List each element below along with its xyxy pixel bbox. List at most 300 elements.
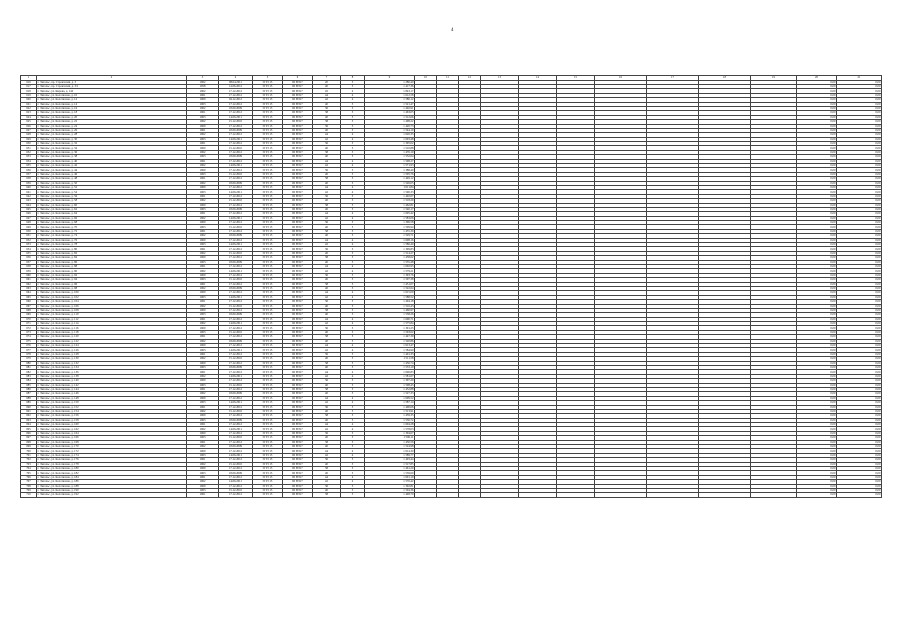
table-cell: 1960 xyxy=(187,124,219,128)
table-cell: 38 xyxy=(313,308,341,312)
table-cell: 628 xyxy=(21,133,37,137)
table-cell: 1961 xyxy=(187,128,219,132)
table-cell: П Т3 15 xyxy=(253,225,283,229)
table-cell: 1962 xyxy=(187,106,219,110)
table-cell: 0,00 xyxy=(837,133,882,137)
table-cell: 1 611,84 xyxy=(365,185,415,189)
table-cell: г. Энгельс, ул. Колотилова, д. 156 xyxy=(37,414,187,418)
table-cell: 4 xyxy=(341,480,365,484)
table-cell: 0,00 xyxy=(797,251,837,255)
table-cell: 0,00 xyxy=(797,146,837,150)
table-cell: П Т3 15 xyxy=(253,392,283,396)
table-cell: 44 xyxy=(313,317,341,321)
table-cell: г. Энгельс, ул. Колотилова, д. 134 xyxy=(37,365,187,369)
table-cell: 1961 xyxy=(187,212,219,216)
table-cell: III ВЭ17 xyxy=(283,212,313,216)
table-cell: П Т3 15 xyxy=(253,207,283,211)
table-cell: г. Энгельс, ул. Колотилова, д. 122 xyxy=(37,339,187,343)
table-cell: 0,00 xyxy=(797,405,837,409)
table-cell: III ВЭ17 xyxy=(283,418,313,422)
column-number-cell: 9 xyxy=(365,76,415,81)
table-cell: 650 xyxy=(21,229,37,233)
table-cell: 3 xyxy=(341,111,365,115)
table-cell: 1962 xyxy=(187,357,219,361)
table-cell: 1 506,11 xyxy=(365,436,415,440)
table-cell: 0,00 xyxy=(837,194,882,198)
table-cell: III ВЭ17 xyxy=(283,229,313,233)
table-cell: 42 xyxy=(313,164,341,168)
table-cell: 671 xyxy=(21,322,37,326)
table-cell: 708 xyxy=(21,484,37,488)
table-cell: П Т3 15 xyxy=(253,466,283,470)
table-cell: 1960 xyxy=(187,185,219,189)
table-cell: 1960 xyxy=(187,449,219,453)
table-cell: 1 581,67 xyxy=(365,374,415,378)
table-cell: 17.12.2012 xyxy=(219,221,253,225)
table-cell: III ВЭ17 xyxy=(283,133,313,137)
table-cell: III ВЭ17 xyxy=(283,106,313,110)
table-cell: III ВЭ17 xyxy=(283,98,313,102)
table-cell: 655 xyxy=(21,251,37,255)
table-cell: 1 397,20 xyxy=(365,379,415,383)
table-cell: г. Энгельс, ул. Колотилова, д. 38 xyxy=(37,155,187,159)
table-cell: 38 xyxy=(313,177,341,181)
table-cell: 3 xyxy=(341,365,365,369)
table-cell: г. Энгельс, ул. Колотилова, д. 42 xyxy=(37,164,187,168)
table-cell: III ВЭ17 xyxy=(283,440,313,444)
table-cell: 17.12.2012 xyxy=(219,335,253,339)
table-cell: III ВЭ17 xyxy=(283,445,313,449)
table-cell: 1960 xyxy=(187,291,219,295)
table-cell: г. Энгельс, ул. Колотилова, д. 110 xyxy=(37,313,187,317)
table-cell: 36 xyxy=(313,300,341,304)
table-cell: 0,00 xyxy=(797,142,837,146)
table-cell: 1963 xyxy=(187,488,219,492)
table-cell: 1 395,02 xyxy=(365,142,415,146)
table-cell: 17.12.2012 xyxy=(219,317,253,321)
table-cell: 0,00 xyxy=(837,458,882,462)
table-cell: 4 xyxy=(341,427,365,431)
table-cell: III ВЭ17 xyxy=(283,260,313,264)
table-cell: 679 xyxy=(21,357,37,361)
table-cell: 0,00 xyxy=(797,488,837,492)
table-cell: 17.12.2012 xyxy=(219,247,253,251)
table-cell: 1962 xyxy=(187,89,219,93)
table-cell: 15.12.2010 xyxy=(219,146,253,150)
table-cell: 40 xyxy=(313,172,341,176)
table-cell: 0,00 xyxy=(837,317,882,321)
table-cell: 1 399,83 xyxy=(365,247,415,251)
table-cell: 3 xyxy=(341,260,365,264)
table-cell: 0,00 xyxy=(797,308,837,312)
table-cell: 0,00 xyxy=(797,339,837,343)
table-cell: 1963 xyxy=(187,260,219,264)
table-cell: г. Энгельс, ул. Колотилова, д. 170 xyxy=(37,445,187,449)
table-cell: г. Энгельс, ул. Колотилова, д. 176 xyxy=(37,458,187,462)
table-cell: 1 459,35 xyxy=(365,414,415,418)
table-cell: 0,00 xyxy=(837,89,882,93)
table-cell: г. Энгельс, ул. Колотилова, д. 44 xyxy=(37,168,187,172)
table-cell: 20 xyxy=(313,80,341,84)
table-cell: г. Энгельс, ул. Колотилова, д. 74 xyxy=(37,234,187,238)
table-cell: III ВЭ17 xyxy=(283,471,313,475)
table-cell: III ВЭ17 xyxy=(283,142,313,146)
table-cell: III ВЭ17 xyxy=(283,273,313,277)
table-cell: 15.12.2010 xyxy=(219,488,253,492)
table-cell: 0,00 xyxy=(837,335,882,339)
table-cell: 1961 xyxy=(187,93,219,97)
table-cell: 651 xyxy=(21,234,37,238)
table-cell: г. Энгельс, ул. Колотилова, д. 22 xyxy=(37,120,187,124)
table-cell: 42 xyxy=(313,427,341,431)
table-cell: 3 xyxy=(341,493,365,497)
table-cell: 4 xyxy=(341,295,365,299)
table-cell: г. Энгельс, ул. Колотилова, д. 166 xyxy=(37,436,187,440)
table-cell: 1 603,48 xyxy=(365,137,415,141)
table-cell: 36 xyxy=(313,326,341,330)
table-cell: 706 xyxy=(21,475,37,479)
table-cell: 17.12.2012 xyxy=(219,344,253,348)
table-cell: г. Энгельс, ул. Колотилова, д. 32 xyxy=(37,142,187,146)
table-cell: 44 xyxy=(313,159,341,163)
table-cell: 0,00 xyxy=(837,137,882,141)
table-cell: 1960 xyxy=(187,361,219,365)
table-cell: 1961 xyxy=(187,493,219,497)
registry-table xyxy=(20,75,882,498)
table-cell: 44 xyxy=(313,291,341,295)
table-cell: 0,00 xyxy=(797,159,837,163)
table-cell: 1962 xyxy=(187,133,219,137)
table-cell: 0,00 xyxy=(837,480,882,484)
table-cell: 17.12.2012 xyxy=(219,431,253,435)
table-cell: 4 xyxy=(341,475,365,479)
table-cell: 40 xyxy=(313,339,341,343)
table-cell: 3 xyxy=(341,221,365,225)
table-cell: 1961 xyxy=(187,423,219,427)
table-cell: 0,00 xyxy=(797,93,837,97)
table-cell: 616 xyxy=(21,80,37,84)
table-cell: 36 xyxy=(313,168,341,172)
table-cell: 0,00 xyxy=(837,251,882,255)
table-cell: 0,00 xyxy=(837,365,882,369)
table-cell: г. Энгельс, ул. Колотилова, д. 60 xyxy=(37,203,187,207)
table-cell: П Т3 15 xyxy=(253,212,283,216)
table-cell: П Т3 15 xyxy=(253,185,283,189)
table-cell: 0,00 xyxy=(797,229,837,233)
table-cell: 0,00 xyxy=(837,273,882,277)
table-cell: 0,00 xyxy=(797,256,837,260)
table-cell: 15.12.2010 xyxy=(219,120,253,124)
table-cell: П Т3 15 xyxy=(253,93,283,97)
table-cell: 0,00 xyxy=(837,449,882,453)
table-cell: III ВЭ17 xyxy=(283,436,313,440)
table-cell: г. Энгельс, ул. Колотилова, д. 62 xyxy=(37,207,187,211)
table-cell: 0,00 xyxy=(837,431,882,435)
table-cell: 3 xyxy=(341,286,365,290)
table-cell: 0,00 xyxy=(837,172,882,176)
table-cell: г. Энгельс, ул. Колотилова, д. 28 xyxy=(37,133,187,137)
table-cell: 17.12.2012 xyxy=(219,124,253,128)
table-cell: III ВЭ17 xyxy=(283,137,313,141)
table-cell: 625 xyxy=(21,120,37,124)
column-number-cell: 21 xyxy=(837,76,882,81)
table-cell: г. Энгельс, ул. Колотилова, д. 186 xyxy=(37,480,187,484)
table-cell: П Т3 15 xyxy=(253,247,283,251)
table-cell: П Т3 15 xyxy=(253,396,283,400)
table-cell: П Т3 15 xyxy=(253,286,283,290)
table-cell: 1960 xyxy=(187,203,219,207)
table-cell: 1 540,17 xyxy=(365,207,415,211)
table-cell: 3 xyxy=(341,247,365,251)
table-cell: 1 608,16 xyxy=(365,238,415,242)
table-cell: 40 xyxy=(313,128,341,132)
table-cell: 0,00 xyxy=(797,471,837,475)
table-cell: 15.12.2010 xyxy=(219,462,253,466)
table-cell: 3 xyxy=(341,106,365,110)
table-cell: 0,00 xyxy=(837,265,882,269)
table-cell: 17.12.2012 xyxy=(219,475,253,479)
table-cell: 0,00 xyxy=(837,300,882,304)
table-cell: 1962 xyxy=(187,374,219,378)
table-cell: 17.12.2012 xyxy=(219,361,253,365)
table-cell: г. Энгельс, ул. Колотилова, д. 114 xyxy=(37,322,187,326)
table-cell: г. Энгельс, ул. Колотилова, д. 36 xyxy=(37,150,187,154)
table-cell: 0,00 xyxy=(837,330,882,334)
table-cell: 1 404,18 xyxy=(365,300,415,304)
table-cell: 680 xyxy=(21,361,37,365)
table-cell: 38 xyxy=(313,335,341,339)
table-cell: 3 xyxy=(341,177,365,181)
table-cell: III ВЭ17 xyxy=(283,172,313,176)
table-cell: 36 xyxy=(313,106,341,110)
table-cell: 0,00 xyxy=(797,365,837,369)
table-cell: 1 520,86 xyxy=(365,339,415,343)
table-cell: 1 583,06 xyxy=(365,216,415,220)
table-cell: 699 xyxy=(21,445,37,449)
table-cell: 38 xyxy=(313,256,341,260)
table-cell: 1 448,70 xyxy=(365,493,415,497)
column-number-cell: 4 xyxy=(219,76,253,81)
table-cell: 14.06.2011 xyxy=(219,216,253,220)
table-cell: 1961 xyxy=(187,159,219,163)
table-cell: 684 xyxy=(21,379,37,383)
table-cell xyxy=(459,493,481,497)
table-cell: 1 392,81 xyxy=(365,484,415,488)
table-cell: 0,00 xyxy=(837,199,882,203)
table-cell: 632 xyxy=(21,150,37,154)
table-cell: 0,00 xyxy=(837,493,882,497)
column-number-cell: 3 xyxy=(187,76,219,81)
table-cell: П Т3 15 xyxy=(253,361,283,365)
table-cell: г. Энгельс, ул. Колотилова, д. 174 xyxy=(37,453,187,457)
table-cell: 676 xyxy=(21,344,37,348)
table-cell: 40 xyxy=(313,181,341,185)
table-cell: 0,00 xyxy=(837,106,882,110)
table-cell: 1960 xyxy=(187,466,219,470)
table-cell: 0,00 xyxy=(837,128,882,132)
table-cell: 1 606,83 xyxy=(365,370,415,374)
table-cell: 0,00 xyxy=(837,409,882,413)
table-cell: 0,00 xyxy=(797,409,837,413)
table-cell: 0,00 xyxy=(797,106,837,110)
table-cell: 42 xyxy=(313,295,341,299)
table-cell: 3 xyxy=(341,207,365,211)
table-cell: 38 xyxy=(313,466,341,470)
table-cell: 1962 xyxy=(187,392,219,396)
table-cell: 3 xyxy=(341,273,365,277)
table-cell: г. Энгельс, ул. Колотилова, д. 88 xyxy=(37,265,187,269)
table-cell: 36 xyxy=(313,273,341,277)
table-cell: П Т3 15 xyxy=(253,339,283,343)
table-cell: г. Энгельс, пр. Строителей, д. 3 xyxy=(37,80,187,84)
table-cell: 0,00 xyxy=(797,414,837,418)
table-cell: 0,00 xyxy=(837,234,882,238)
table-cell: 1963 xyxy=(187,418,219,422)
table-cell: 643 xyxy=(21,199,37,203)
table-cell: 17.12.2012 xyxy=(219,466,253,470)
table-cell: П Т3 15 xyxy=(253,278,283,282)
table-cell: 620 xyxy=(21,98,37,102)
table-cell: г. Энгельс, ул. Колотилова, д. 82 xyxy=(37,251,187,255)
table-cell: П Т3 15 xyxy=(253,330,283,334)
table-cell: 3 xyxy=(341,181,365,185)
table-cell: 4 xyxy=(341,185,365,189)
table-cell: П Т3 15 xyxy=(253,379,283,383)
table-cell: 0,00 xyxy=(837,436,882,440)
table-cell: 1962 xyxy=(187,164,219,168)
column-number-cell: 1 xyxy=(21,76,37,81)
table-cell: 3 xyxy=(341,466,365,470)
table-cell: 0,00 xyxy=(797,212,837,216)
column-number-cell: 6 xyxy=(283,76,313,81)
table-cell xyxy=(481,493,519,497)
table-cell: г. Энгельс, ул. Колотилова, д. 128 xyxy=(37,352,187,356)
table-cell: 636 xyxy=(21,168,37,172)
table-cell: 666 xyxy=(21,300,37,304)
table-cell: 0,00 xyxy=(797,269,837,273)
table-cell: 4 xyxy=(341,137,365,141)
table-cell: 1961 xyxy=(187,475,219,479)
table-cell: 36 xyxy=(313,405,341,409)
table-cell: 654 xyxy=(21,247,37,251)
table-cell: 0,00 xyxy=(837,405,882,409)
table-cell: П Т3 15 xyxy=(253,172,283,176)
table-cell: 42 xyxy=(313,480,341,484)
table-cell: П Т3 15 xyxy=(253,449,283,453)
table-cell: 621 xyxy=(21,102,37,106)
table-cell: 1 420,73 xyxy=(365,124,415,128)
table-cell: 634 xyxy=(21,159,37,163)
table-cell: П Т3 15 xyxy=(253,291,283,295)
table-cell: III ВЭ17 xyxy=(283,423,313,427)
table-cell: 18.09.2009 xyxy=(219,260,253,264)
table-cell: 1963 xyxy=(187,365,219,369)
table-cell: 3 xyxy=(341,80,365,84)
table-cell: 42 xyxy=(313,216,341,220)
table-cell: III ВЭ17 xyxy=(283,484,313,488)
table-cell: 0,00 xyxy=(797,207,837,211)
table-cell: III ВЭ17 xyxy=(283,80,313,84)
table-cell: 17.12.2012 xyxy=(219,326,253,330)
table-cell: 1963 xyxy=(187,313,219,317)
table-cell: П Т3 15 xyxy=(253,313,283,317)
table-cell: 1 604,28 xyxy=(365,423,415,427)
table-cell: 14.06.2011 xyxy=(219,137,253,141)
table-cell: 4 xyxy=(341,238,365,242)
table-cell: III ВЭ17 xyxy=(283,177,313,181)
table-cell: III ВЭ17 xyxy=(283,339,313,343)
table-cell: 1961 xyxy=(187,352,219,356)
table-cell: 1961 xyxy=(187,265,219,269)
table-cell: 1960 xyxy=(187,344,219,348)
table-cell: 1 509,94 xyxy=(365,225,415,229)
table-cell: 0,00 xyxy=(797,401,837,405)
table-cell: г. Энгельс, ул. Колотилова, д. 66 xyxy=(37,216,187,220)
table-cell: 695 xyxy=(21,427,37,431)
table-cell: 3 xyxy=(341,383,365,387)
table-cell: 1 579,21 xyxy=(365,269,415,273)
table-cell: III ВЭ17 xyxy=(283,370,313,374)
table-cell: 682 xyxy=(21,370,37,374)
table-cell: 18.09.2009 xyxy=(219,181,253,185)
table-cell: III ВЭ17 xyxy=(283,317,313,321)
table-cell: 0,00 xyxy=(797,436,837,440)
table-cell: III ВЭ17 xyxy=(283,409,313,413)
table-cell: III ВЭ17 xyxy=(283,322,313,326)
table-cell: 681 xyxy=(21,365,37,369)
table-cell: 1962 xyxy=(187,462,219,466)
table-cell: 44 xyxy=(313,370,341,374)
table-cell: 1 587,14 xyxy=(365,401,415,405)
table-cell: 0,00 xyxy=(837,445,882,449)
table-cell: 668 xyxy=(21,308,37,312)
table-cell: П Т3 15 xyxy=(253,387,283,391)
table-cell: 1960 xyxy=(187,308,219,312)
table-cell: П Т3 15 xyxy=(253,168,283,172)
table-cell: 658 xyxy=(21,265,37,269)
table-cell: III ВЭ17 xyxy=(283,383,313,387)
table-cell: 40 xyxy=(313,286,341,290)
table-cell: 0,00 xyxy=(797,247,837,251)
table-cell: 693 xyxy=(21,418,37,422)
table-cell: 1961 xyxy=(187,229,219,233)
table-cell: 3 xyxy=(341,225,365,229)
table-cell: П Т3 15 xyxy=(253,216,283,220)
table-cell: 1 498,22 xyxy=(365,120,415,124)
table-cell: г. Энгельс, ул. Колотилова, д. 148 xyxy=(37,396,187,400)
table-cell: г. Энгельс, ул. Колотилова, д. 182 xyxy=(37,471,187,475)
table-cell: 42 xyxy=(313,374,341,378)
table-cell: 1963 xyxy=(187,453,219,457)
table-cell: III ВЭ17 xyxy=(283,295,313,299)
table-cell: 1 511,58 xyxy=(365,357,415,361)
table-cell: 1 517,85 xyxy=(365,462,415,466)
table-cell: 0,00 xyxy=(837,256,882,260)
table-cell: 635 xyxy=(21,164,37,168)
table-cell: 1962 xyxy=(187,286,219,290)
table-cell: П Т3 15 xyxy=(253,431,283,435)
table-cell: 1 535,48 xyxy=(365,260,415,264)
table-cell: 1962 xyxy=(187,80,219,84)
table-cell: 0,00 xyxy=(797,133,837,137)
column-number-cell: 10 xyxy=(415,76,437,81)
table-cell: г. Энгельс, ул. Колотилова, д. 46 xyxy=(37,172,187,176)
table-cell: 40 xyxy=(313,392,341,396)
table-cell: III ВЭ17 xyxy=(283,168,313,172)
table-cell: 0,00 xyxy=(797,344,837,348)
table-cell: III ВЭ17 xyxy=(283,304,313,308)
table-cell: 0,00 xyxy=(837,352,882,356)
